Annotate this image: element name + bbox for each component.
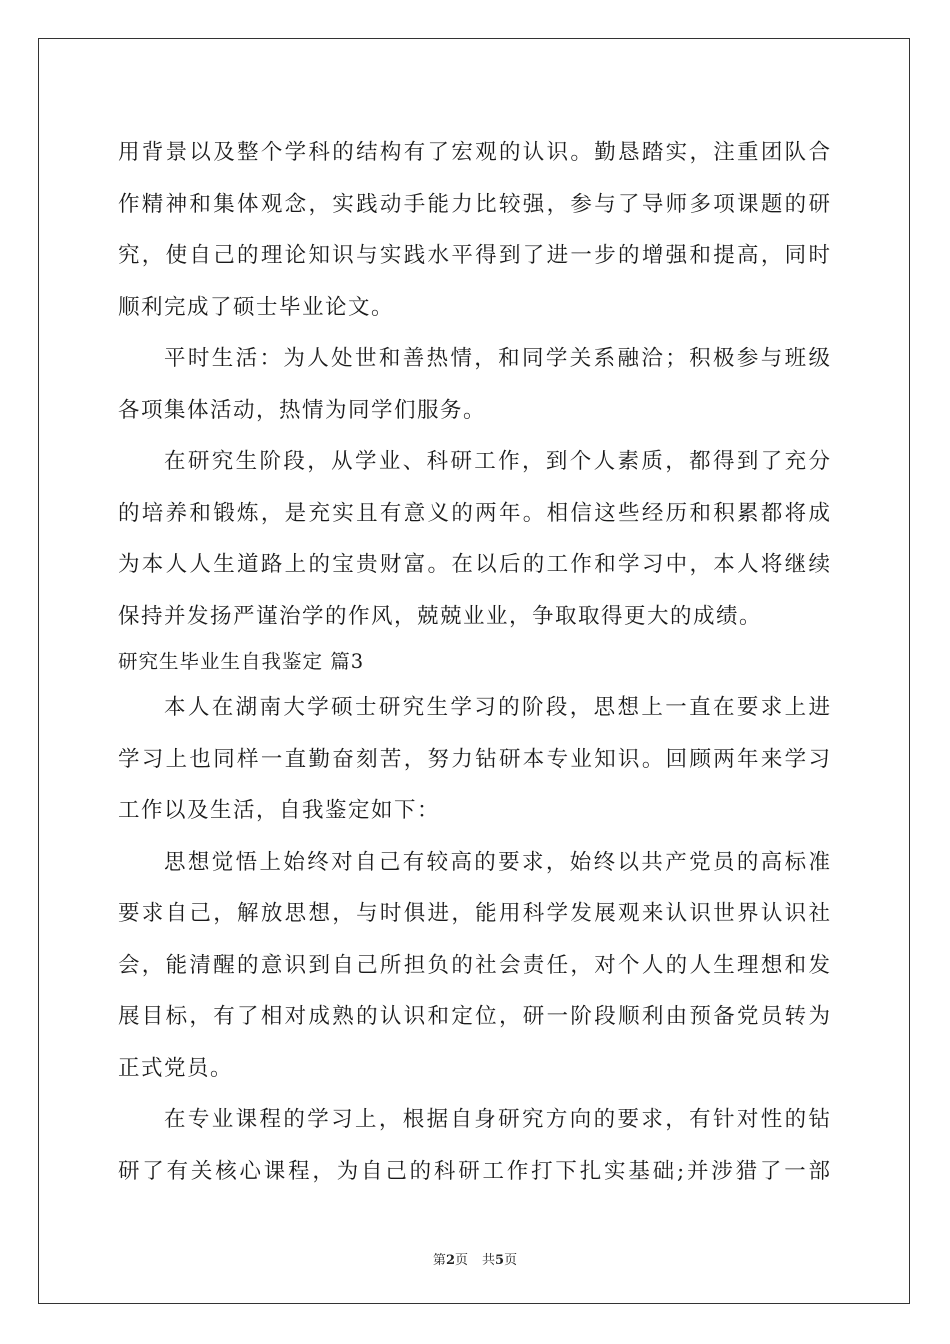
text-line: 学习上也同样一直勤奋刻苦，努力钻研本专业知识。回顾两年来学习 [118, 746, 830, 772]
text-line: 保持并发扬严谨治学的作风，兢兢业业，争取取得更大的成绩。 [118, 603, 763, 629]
text-line: 思想觉悟上始终对自己有较高的要求，始终以共产党员的高标准 [164, 849, 830, 875]
total-pages-prefix: 共 [482, 1253, 496, 1268]
page-number-prefix: 第 [432, 1253, 446, 1268]
page-footer [0, 1249, 950, 1268]
text-line: 会，能清醒的意识到自己所担负的社会责任，对个人的人生理想和发 [118, 952, 830, 978]
text-line: 工作以及生活，自我鉴定如下： [118, 798, 441, 823]
page-number: 2 [445, 1253, 455, 1268]
text-line: 展目标，有了相对成熟的认识和定位，研一阶段顺利由预备党员转为 [118, 1004, 830, 1029]
text-line: 各项集体活动，热情为同学们服务。 [118, 397, 487, 423]
text-line: 在专业课程的学习上，根据自身研究方向的要求，有针对性的钻 [164, 1107, 830, 1132]
total-pages-suffix: 页 [504, 1253, 518, 1268]
section-heading: 研究生毕业生自我鉴定 篇3 [118, 650, 365, 673]
text-line: 究，使自己的理论知识与实践水平得到了进一步的增强和提高，同时 [118, 243, 830, 268]
text-line: 平时生活：为人处世和善热情，和同学关系融洽；积极参与班级 [164, 346, 830, 371]
text-line: 研了有关核心课程，为自己的科研工作打下扎实基础;并涉猎了一部 [118, 1158, 830, 1184]
text-line: 作精神和集体观念，实践动手能力比较强，参与了导师多项课题的研 [118, 191, 830, 217]
total-pages: 5 [495, 1253, 505, 1268]
text-line: 的培养和锻炼，是充实且有意义的两年。相信这些经历和积累都将成 [118, 500, 830, 526]
text-line: 用背景以及整个学科的结构有了宏观的认识。勤恳踏实，注重团队合 [118, 140, 830, 165]
text-line: 顺利完成了硕士毕业论文。 [118, 294, 395, 320]
document-body [118, 127, 830, 1197]
text-line: 本人在湖南大学硕士研究生学习的阶段，思想上一直在要求上进 [164, 695, 830, 720]
text-line: 在研究生阶段，从学业、科研工作，到个人素质，都得到了充分 [164, 449, 830, 474]
text-line: 正式党员。 [118, 1055, 234, 1081]
page-number-suffix: 页 [454, 1253, 468, 1268]
text-line: 要求自己，解放思想，与时俱进，能用科学发展观来认识世界认识社 [118, 901, 830, 926]
text-line: 为本人人生道路上的宝贵财富。在以后的工作和学习中，本人将继续 [118, 552, 830, 577]
